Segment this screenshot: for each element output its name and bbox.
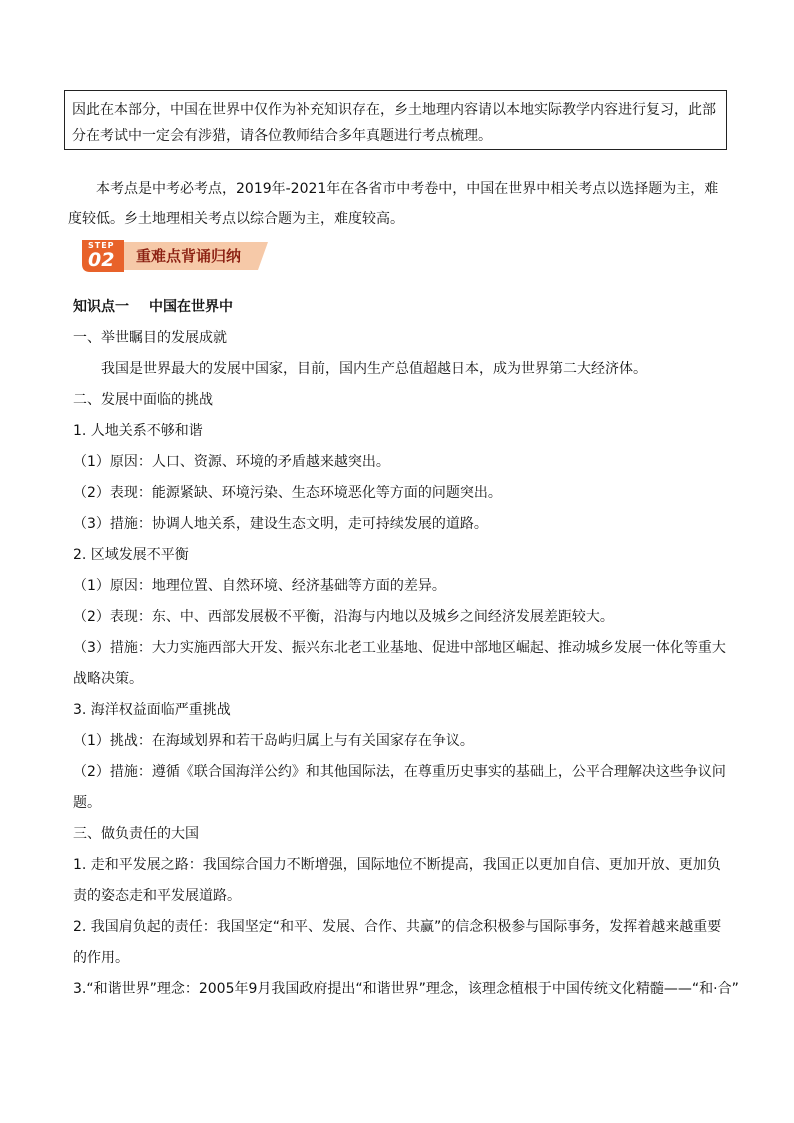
s3-para-3: 3.“和谐世界”理念：2005年9月我国政府提出“和谐世界”理念，该理念植根于中国传统文化精髓——“和·合” <box>73 981 739 997</box>
section-1-text: 我国是世界最大的发展中国家，目前，国内生产总值超越日本，成为世界第二大经济体。 <box>101 361 647 377</box>
s3-para-1: 1. 走和平发展之路：我国综合国力不断增强，国际地位不断提高，我国正以更加自信、更加开放、更加负责的姿态走和平发展道路。 <box>73 857 721 904</box>
section-3-title: 三、做负责任的大国 <box>73 826 199 842</box>
s2-c-title: 3. 海洋权益面临严重挑战 <box>73 702 231 718</box>
s2-b-title: 2. 区域发展不平衡 <box>73 547 189 563</box>
s2-a-title: 1. 人地关系不够和谐 <box>73 423 203 439</box>
knowledge-point-heading <box>73 292 733 323</box>
intro-paragraph: 本考点是中考必考点，2019年-2021年在各省市中考卷中，中国在世界中相关考点以选择题为主，难度较低。乡土地理相关考点以综合题为主，难度较高。 <box>68 181 719 227</box>
s2-c-line-2: （2）措施：遵循《联合国海洋公约》和其他国际法，在尊重历史事实的基础上，公平合理解决这些争议问题。 <box>73 764 726 811</box>
s2-c-line-1: （1）挑战：在海域划界和若干岛屿归属上与有关国家存在争议。 <box>73 733 474 749</box>
kp-label: 知识点一 <box>73 299 129 315</box>
step-title: 重难点背诵归纳 <box>136 247 242 265</box>
section-2-title: 二、发展中面临的挑战 <box>73 392 213 408</box>
kp-title: 中国在世界中 <box>149 299 233 315</box>
step-tag: STEP <box>88 241 115 250</box>
s2-b-line-1: （1）原因：地理位置、自然环境、经济基础等方面的差异。 <box>73 578 446 594</box>
s2-a-line-3: （3）措施：协调人地关系，建设生态文明，走可持续发展的道路。 <box>73 516 488 532</box>
step-banner <box>80 238 270 274</box>
s2-a-line-1: （1）原因：人口、资源、环境的矛盾越来越突出。 <box>73 454 390 470</box>
content <box>73 292 739 1005</box>
s3-para-2: 2. 我国肩负起的责任：我国坚定“和平、发展、合作、共赢”的信念积极参与国际事务，发挥着越来越重要的作用。 <box>73 919 722 966</box>
s2-a-line-2: （2）表现：能源紧缺、环境污染、生态环境恶化等方面的问题突出。 <box>73 485 502 501</box>
s2-b-line-2: （2）表现：东、中、西部发展极不平衡，沿海与内地以及城乡之间经济发展差距较大。 <box>73 609 614 625</box>
s2-b-line-3: （3）措施：大力实施西部大开发、振兴东北老工业基地、促进中部地区崛起、推动城乡发展一体化等重大战略决策。 <box>73 640 726 687</box>
step-number: 02 <box>88 249 115 271</box>
section-1-title: 一、举世瞩目的发展成就 <box>73 330 227 346</box>
note-box: 因此在本部分，中国在世界中仅作为补充知识存在，乡土地理内容请以本地实际教学内容进行复习，此部分在考试中一定会有涉猎，请各位教师结合多年真题进行考点梳理。 <box>64 90 727 150</box>
